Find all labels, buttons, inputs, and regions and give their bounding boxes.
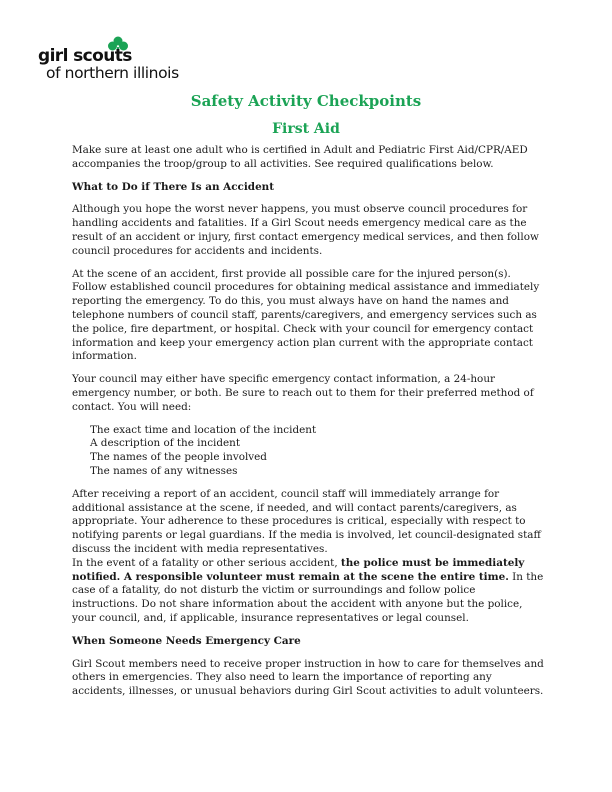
needs-list xyxy=(72,424,544,479)
fatality-text-bold: the police must be immediately notified. A responsible volunteer must remain at the scene the entire time. xyxy=(72,556,525,583)
emergency-care-paragraph: Girl Scout members need to receive proper instruction in how to care for themselves and others in emergencies. They also need to learn the importance of reporting any accidents, illnesses, or unusual behaviors during Girl Scout activities to adult volunteers. xyxy=(72,657,544,698)
list-item: The names of the people involved xyxy=(90,451,267,464)
accident-paragraph-5 xyxy=(72,557,544,626)
page-subtitle: First Aid xyxy=(272,121,340,137)
fatality-text-end: In the case of a fatality, do not disturb the victim or surroundings and follow police instructions. Do not share information about the accident with anyone but the police, your council, and, if applicable, insurance representatives or legal counsel. xyxy=(72,570,544,624)
accident-heading: What to Do if There Is an Accident xyxy=(72,180,275,193)
emergency-care-heading: When Someone Needs Emergency Care xyxy=(72,634,301,647)
accident-paragraph-3: Your council may either have specific emergency contact information, a 24-hour emergency number, or both. Be sure to reach out to them for their preferred method of contact. You will need: xyxy=(72,373,534,413)
accident-paragraph-1: Although you hope the worst never happens, you must observe council procedures for handling accidents and fatalities. If a Girl Scout needs emergency medical care as the result of an accident or injury, first contact emergency medical services, and then follow council procedures for accidents and incidents. xyxy=(72,203,539,257)
accident-paragraph-2: At the scene of an accident, first provide all possible care for the injured person(s). Follow established council procedures for obtaining medical assistance and immediately reporting the emergency. To do this, you must always have on hand the names and telephone numbers of council staff, parents/caregivers, and emergency services such as the police, fire department, or hospital. Check with your council for emergency contact information and keep your emergency action plan current with the appropriate contact information. xyxy=(72,267,540,363)
page-title: Safety Activity Checkpoints xyxy=(190,92,422,110)
list-item: The exact time and location of the incident xyxy=(90,423,317,436)
intro-paragraph: Make sure at least one adult who is certified in Adult and Pediatric First Aid/CPR/AED accompanies the troop/group to all activities. See required qualifications below. xyxy=(72,144,528,170)
document-body xyxy=(72,144,544,708)
accident-paragraph-4: After receiving a report of an accident, council staff will immediately arrange for additional assistance at the scene, if needed, and will contact parents/caregivers, as appropriate. Your adherence to these procedures is critical, especially with respect to notifying parents or legal guardians. If the media is involved, let council-designated staff discuss the incident with media representatives. xyxy=(72,487,541,555)
logo-line-2: of northern illinois xyxy=(46,64,179,82)
gsni-logo xyxy=(38,36,198,86)
list-item: A description of the incident xyxy=(90,437,240,450)
logo-line-1: girl scouts xyxy=(38,46,132,66)
list-item: The names of any witnesses xyxy=(90,464,238,477)
fatality-text-start: In the event of a fatality or other serious accident, xyxy=(72,556,341,569)
